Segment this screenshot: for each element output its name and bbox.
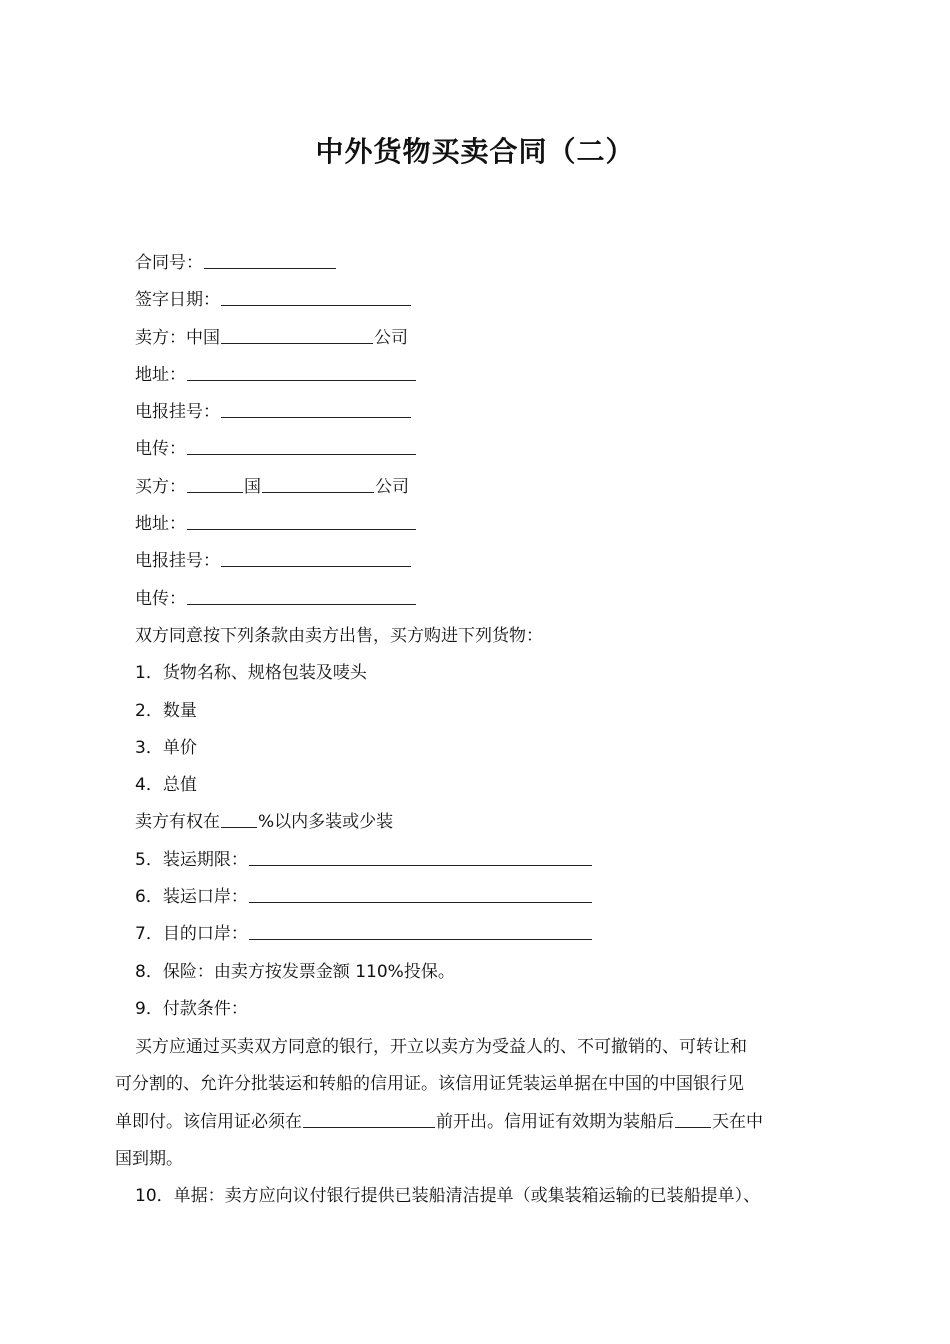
seller-address-blank <box>187 362 416 381</box>
buyer-address-line <box>135 506 855 543</box>
seller-fax-blank <box>187 436 416 455</box>
seller-address-label: 地址： <box>135 364 186 385</box>
payment-paragraph <box>115 1029 840 1178</box>
clause-6 <box>135 879 855 916</box>
contract-number-blank <box>204 250 336 269</box>
buyer-address-blank <box>187 511 416 530</box>
buyer-country-label: 国 <box>244 476 261 497</box>
document-title: 中外货物买卖合同（二） <box>315 135 635 168</box>
clause-6-text: 6．装运口岸： <box>135 887 248 908</box>
clause-4-text: 4．总值 <box>135 775 197 796</box>
clause-8 <box>135 954 855 991</box>
seller-cable-line <box>135 394 855 431</box>
buyer-fax-blank <box>187 586 416 605</box>
seller-cable-label: 电报挂号： <box>135 402 220 423</box>
buyer-cable-blank <box>221 548 411 567</box>
port-of-destination-blank <box>249 921 592 940</box>
clause-5-text: 5．装运期限： <box>135 849 248 870</box>
shipment-period-blank <box>249 847 592 866</box>
lc-validity-days-blank <box>675 1109 711 1128</box>
payment-line-1: 买方应通过买卖双方同意的银行，开立以卖方为受益人的、不可撤销的、可转让和 <box>135 1037 747 1057</box>
buyer-label: 买方： <box>135 476 186 497</box>
contract-number-label: 合同号： <box>135 253 203 273</box>
clause-8-text: 8．保险：由卖方按发票金额 110%投保。 <box>135 961 455 982</box>
clause-7 <box>135 916 855 953</box>
intro-line <box>135 618 855 655</box>
buyer-fax-line <box>135 581 855 618</box>
clause-3-text: 3．单价 <box>135 737 197 758</box>
tolerance-post: %以内多装或少装 <box>258 812 394 833</box>
clause-2 <box>135 693 855 730</box>
clause-3 <box>135 730 855 767</box>
clause-4 <box>135 767 855 804</box>
clause-1-text: 1．货物名称、规格包装及唛头 <box>135 663 367 684</box>
intro-text: 双方同意按下列条款由卖方出售，买方购进下列货物： <box>135 625 543 646</box>
documents-line-1: 10．单据：卖方应向议付银行提供已装船清洁提单（或集装箱运输的已装船提单）、 <box>135 1186 761 1206</box>
clause-7-text: 7．目的口岸： <box>135 924 248 945</box>
clause-2-text: 2．数量 <box>135 700 197 721</box>
buyer-cable-line <box>135 543 855 580</box>
payment-line-3b: 前开出。信用证有效期为装船后 <box>436 1111 674 1132</box>
sign-date-line <box>135 282 855 319</box>
clause-9-text: 9．付款条件： <box>135 998 248 1019</box>
tolerance-pre: 卖方有权在 <box>135 812 220 833</box>
sign-date-label: 签字日期： <box>135 290 220 311</box>
contract-fields <box>135 245 855 1028</box>
buyer-name-blank <box>262 474 374 493</box>
seller-address-line <box>135 357 855 394</box>
seller-suffix: 公司 <box>374 327 408 348</box>
payment-line-3a: 单即付。该信用证必须在 <box>115 1111 302 1132</box>
seller-name-blank <box>221 325 373 344</box>
seller-label: 卖方：中国 <box>135 327 220 348</box>
contract-number-line <box>135 245 855 282</box>
seller-fax-label: 电传： <box>135 439 186 460</box>
payment-line-3c: 天在中 <box>712 1111 763 1132</box>
documents-paragraph <box>135 1178 865 1215</box>
clause-9 <box>135 991 855 1028</box>
seller-cable-blank <box>221 399 411 418</box>
buyer-address-label: 地址： <box>135 514 186 535</box>
payment-line-4: 国到期。 <box>115 1148 183 1169</box>
seller-line <box>135 320 855 357</box>
tolerance-blank <box>221 809 257 828</box>
payment-line-3 <box>115 1104 840 1141</box>
buyer-cable-label: 电报挂号： <box>135 551 220 572</box>
port-of-shipment-blank <box>249 884 592 903</box>
clause-5 <box>135 842 855 879</box>
buyer-fax-label: 电传： <box>135 588 186 609</box>
lc-open-date-blank <box>303 1109 435 1128</box>
clause-1 <box>135 655 855 692</box>
tolerance-line <box>135 804 855 841</box>
buyer-line <box>135 469 855 506</box>
sign-date-blank <box>221 287 411 306</box>
payment-line-2: 可分割的、允许分批装运和转船的信用证。该信用证凭装运单据在中国的中国银行见 <box>115 1074 744 1095</box>
seller-fax-line <box>135 431 855 468</box>
buyer-suffix: 公司 <box>375 476 409 497</box>
buyer-country-blank <box>187 474 243 493</box>
